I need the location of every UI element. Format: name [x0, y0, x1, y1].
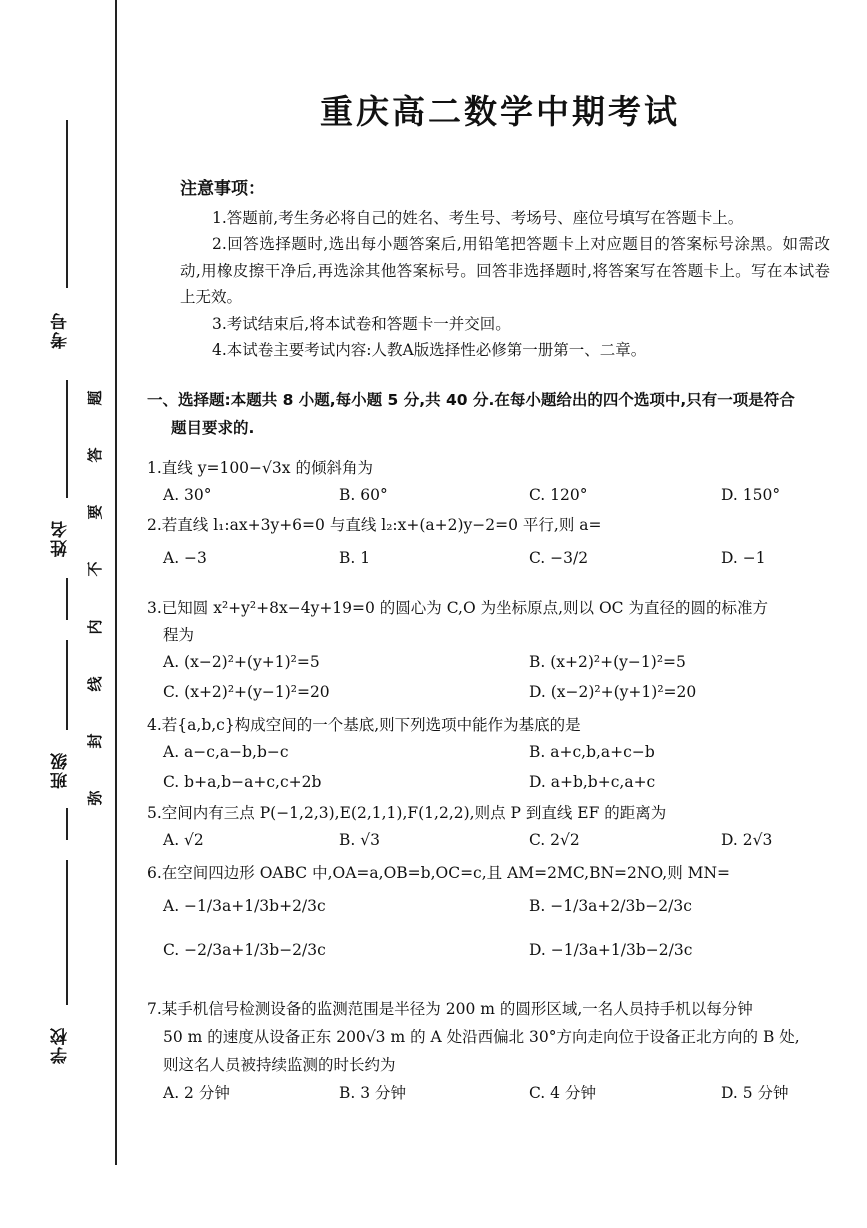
question-1 [147, 455, 847, 512]
notice-item: 4.本试卷主要考试内容:人教A版选择性必修第一册第一、二章。 [212, 341, 647, 359]
notice-item: 2.回答选择题时,选出每小题答案后,用铅笔把答题卡上对应题目的答案标号涂黑。如需改动,用橡皮擦干净后,再选涂其他答案标号。回答非选择题时,将答案写在答题卡上。写在本试卷上无效。 [180, 235, 830, 306]
option-b: B. 3 分钟 [339, 1084, 407, 1102]
question-stem: 4.若{a,b,c}构成空间的一个基底,则下列选项中能作为基底的是 [147, 716, 581, 734]
option-a: A. a−c,a−b,b−c [163, 743, 289, 761]
section-one-header [147, 386, 847, 442]
seal-char: 不 [86, 561, 104, 577]
question-2 [147, 512, 847, 583]
option-a: A. −1/3a+1/3b+2/3c [163, 897, 326, 915]
option-c: C. −2/3a+1/3b−2/3c [163, 941, 326, 959]
option-c: C. b+a,b−a+c,c+2b [163, 773, 322, 791]
field-label-name: 姓名 [51, 519, 71, 557]
option-a: A. √2 [163, 831, 204, 849]
notice-block [180, 176, 830, 364]
option-d: D. a+b,b+c,a+c [529, 773, 656, 791]
question-stem: 1.直线 y=100−√3x 的倾斜角为 [147, 459, 373, 477]
question-3 [147, 595, 847, 709]
question-4 [147, 712, 847, 799]
option-b: B. 1 [339, 549, 371, 567]
option-a: A. (x−2)²+(y+1)²=5 [163, 653, 320, 671]
option-b: B. −1/3a+2/3b−2/3c [529, 897, 692, 915]
field-class [28, 640, 88, 840]
notice-item: 1.答题前,考生务必将自己的姓名、考生号、考场号、座位号填写在答题卡上。 [212, 208, 744, 227]
option-b: B. (x+2)²+(y−1)²=5 [529, 653, 686, 671]
option-c: C. 2√2 [529, 831, 580, 849]
option-a: A. 2 分钟 [163, 1084, 230, 1102]
seal-char: 内 [86, 619, 104, 635]
seal-char: 答 [86, 447, 104, 463]
option-d: D. (x−2)²+(y+1)²=20 [529, 683, 697, 701]
field-label-school: 学校 [51, 1026, 71, 1064]
notice-heading: 注意事项： [180, 179, 265, 199]
option-c: C. 120° [529, 486, 588, 504]
question-6 [147, 860, 847, 975]
question-stem: 5.空间内有三点 P(−1,2,3),E(2,1,1),F(1,2,2),则点 P 到直线 EF 的距离为 [147, 804, 667, 822]
seal-char: 封 [86, 733, 104, 749]
section-one-title-cont: 题目要求的. [171, 419, 255, 437]
seal-char: 弥 [86, 790, 104, 806]
section-one-title: 一、选择题:本题共 8 小题,每小题 5 分,共 40 分.在每小题给出的四个选项中,只有一项是符合 [147, 391, 795, 409]
seal-line-text [84, 388, 106, 808]
option-d: D. −1 [721, 549, 766, 567]
option-b: B. 60° [339, 486, 388, 504]
seal-char: 要 [86, 504, 104, 520]
option-b: B. √3 [339, 831, 380, 849]
field-label-class: 班级 [51, 751, 71, 789]
field-school [28, 860, 88, 1070]
question-stem: 3.已知圆 x²+y²+8x−4y+19=0 的圆心为 C,O 为坐标原点,则以 OC 为直径的圆的标准方 [147, 599, 768, 617]
question-stem-cont: 程为 [163, 626, 195, 644]
option-d: D. 150° [721, 486, 781, 504]
option-a: A. 30° [163, 486, 212, 504]
field-exam-number [28, 120, 88, 360]
option-b: B. a+c,b,a+c−b [529, 743, 655, 761]
notice-item: 3.考试结束后,将本试卷和答题卡一并交回。 [212, 314, 511, 333]
exam-title: 重庆高二数学中期考试 [320, 92, 680, 131]
question-stem-cont: 则这名人员被持续监测的时长约为 [163, 1056, 396, 1074]
field-label-exam-number: 考号 [51, 311, 71, 349]
option-d: D. 5 分钟 [721, 1084, 789, 1102]
option-d: D. −1/3a+1/3b−2/3c [529, 941, 693, 959]
question-7 [147, 995, 847, 1109]
option-c: C. −3/2 [529, 549, 589, 567]
seal-char: 题 [86, 390, 104, 406]
option-c: C. 4 分钟 [529, 1084, 596, 1102]
seal-char: 线 [86, 676, 104, 692]
question-stem: 7.某手机信号检测设备的监测范围是半径为 200 m 的圆形区域,一名人员持手机以每分钟 [147, 1000, 753, 1018]
option-d: D. 2√3 [721, 831, 773, 849]
question-stem: 2.若直线 l₁:ax+3y+6=0 与直线 l₂:x+(a+2)y−2=0 平行,则 a= [147, 516, 602, 534]
question-5 [147, 800, 847, 857]
question-stem-cont: 50 m 的速度从设备正东 200√3 m 的 A 处沿西偏北 30°方向走向位于设备正北方向的 B 处, [163, 1028, 800, 1046]
option-a: A. −3 [163, 549, 207, 567]
question-stem: 6.在空间四边形 OABC 中,OA=a,OB=b,OC=c,且 AM=2MC,BN=2NO,则 MN= [147, 864, 731, 882]
option-c: C. (x+2)²+(y−1)²=20 [163, 683, 330, 701]
field-name [28, 380, 88, 620]
binding-line [115, 0, 117, 1165]
